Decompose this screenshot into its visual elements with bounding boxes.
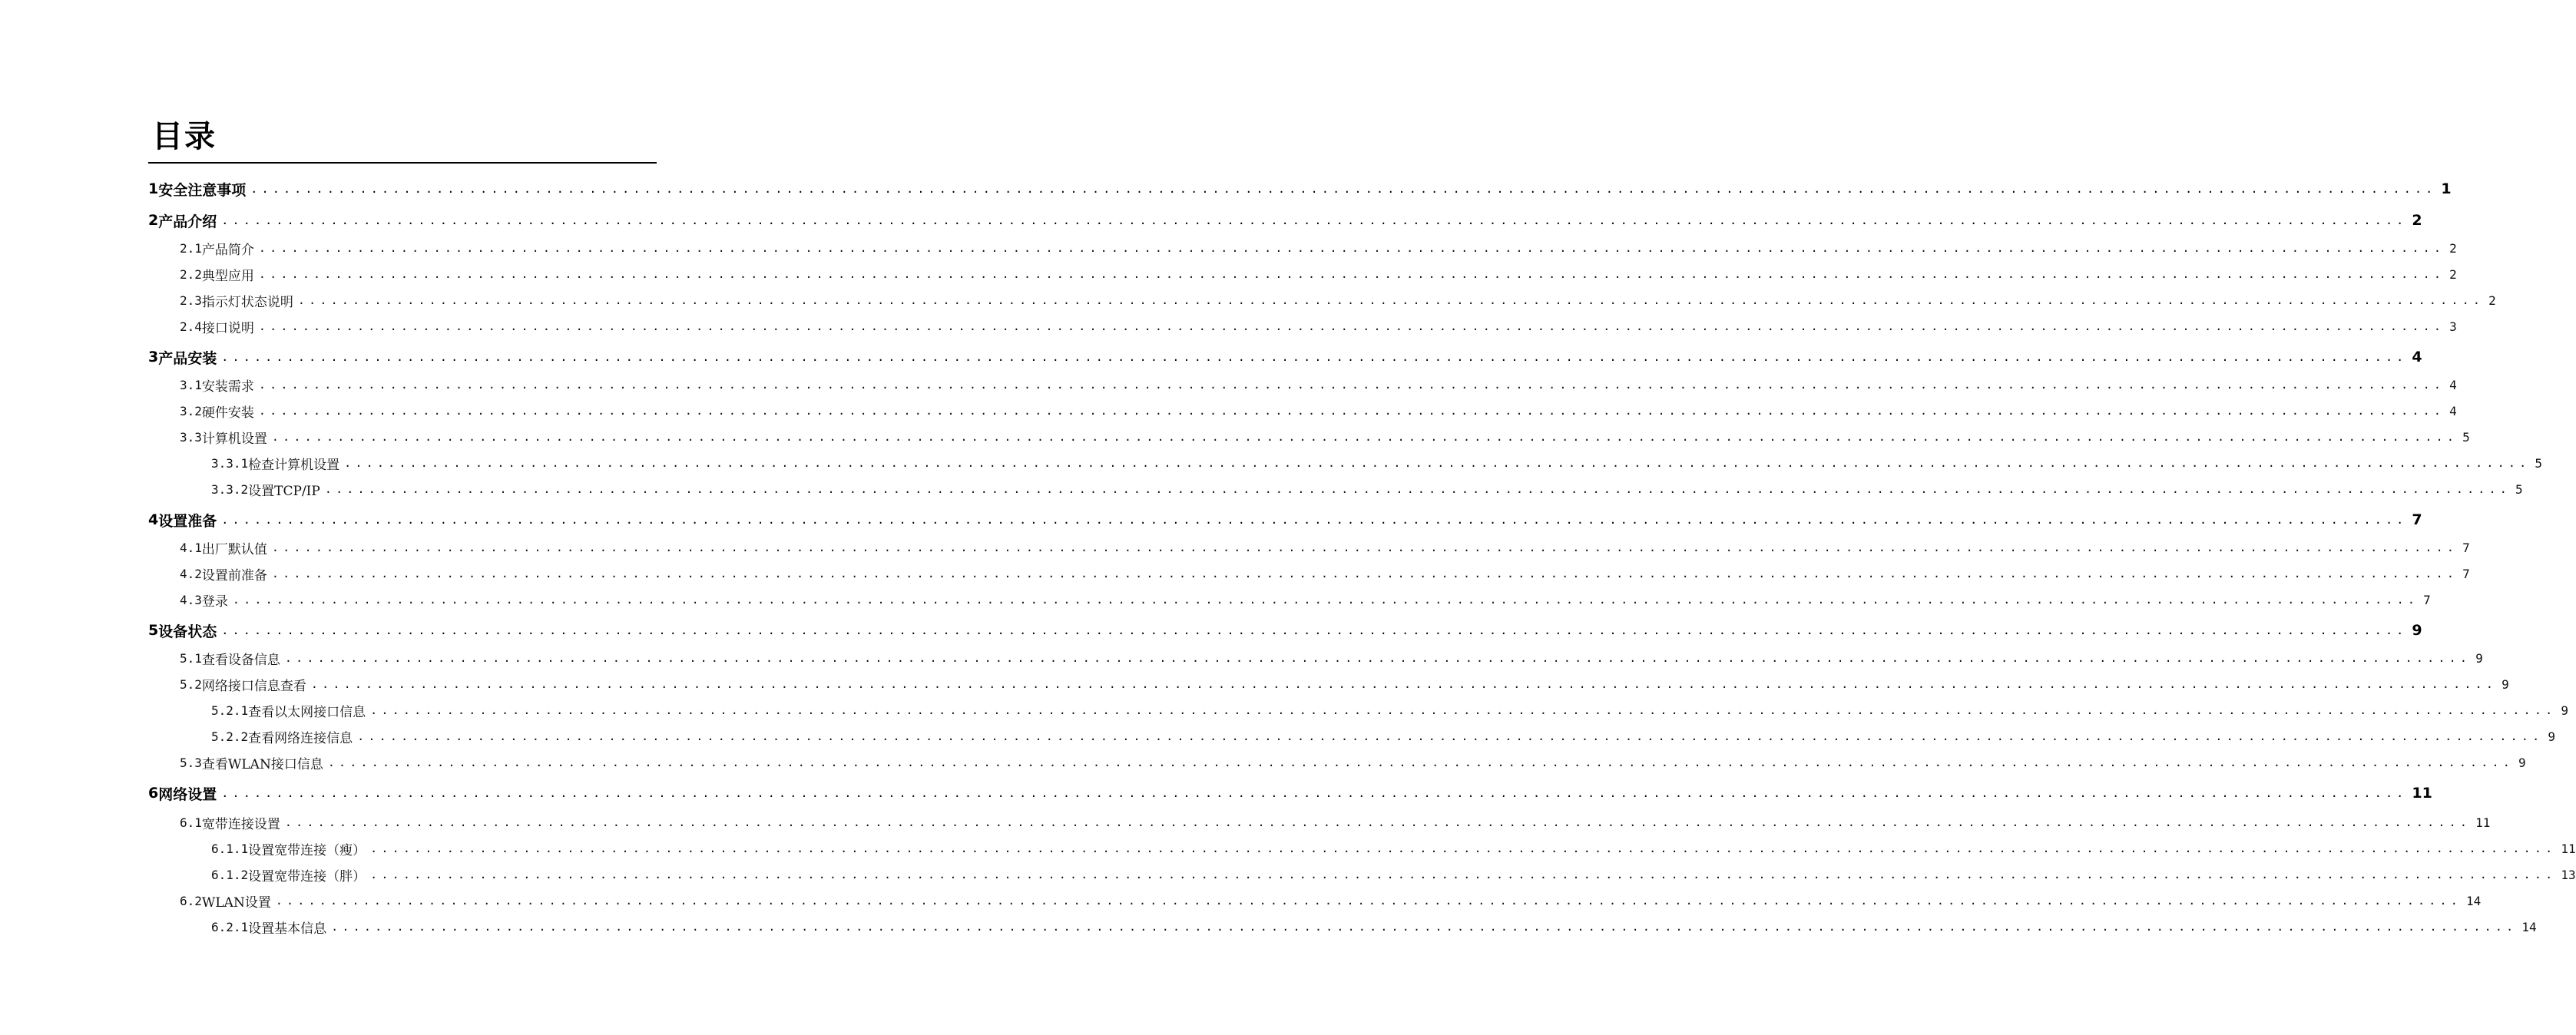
dot-leader: ........................................................................................................................................................................................................ — [258, 267, 2445, 281]
toc-entry-page-number: 5 — [2462, 429, 2470, 445]
toc-entry-page-number: 4 — [2449, 377, 2457, 392]
dot-leader: ........................................................................................................................................................................................................ — [258, 241, 2445, 255]
dot-leader: ........................................................................................................................................................................................................ — [271, 541, 2458, 554]
toc-entry-number: 4 — [148, 511, 159, 528]
toc-entry-level-3[interactable] — [211, 725, 2555, 748]
toc-entry-level-3[interactable] — [211, 699, 2568, 722]
toc-entry-level-2[interactable] — [180, 588, 2431, 611]
toc-entry-number: 4.2 — [180, 566, 202, 581]
toc-entry-number: 4.1 — [180, 540, 202, 555]
toc-entry-level-2[interactable] — [180, 889, 2482, 912]
dot-leader: ........................................................................................................................................................................................................ — [284, 651, 2472, 665]
dot-leader: ........................................................................................................................................................................................................ — [310, 677, 2498, 691]
toc-entry-number: 2.1 — [180, 240, 202, 256]
toc-entry-level-1[interactable] — [148, 508, 2422, 531]
toc-entry-page-number: 4 — [2449, 403, 2457, 418]
dot-leader: ........................................................................................................................................................................................................ — [232, 593, 2419, 607]
toc-entry-page-number: 9 — [2561, 703, 2568, 718]
dot-leader: ........................................................................................................................................................................................................ — [271, 567, 2458, 580]
toc-entry-page-number: 11 — [2561, 841, 2576, 856]
toc-entry-page-number: 2 — [2412, 212, 2422, 229]
toc-entry-level-1[interactable] — [148, 346, 2422, 369]
dot-leader: ........................................................................................................................................................................................................ — [297, 293, 2485, 307]
toc-entry-number: 5 — [148, 622, 159, 639]
dot-leader: ........................................................................................................................................................................................................ — [221, 350, 2408, 364]
toc-entry-level-3[interactable] — [211, 478, 2523, 501]
toc-entry-label: 安装需求 — [201, 379, 254, 395]
dot-leader: ........................................................................................................................................................................................................ — [344, 456, 2531, 470]
toc-entry-page-number: 9 — [2548, 729, 2555, 744]
toc-entry-page-number: 2 — [2449, 240, 2457, 256]
toc-entry-page-number: 9 — [2502, 676, 2509, 692]
toc-entry-label: 接口说明 — [201, 320, 254, 336]
toc-entry-page-number: 14 — [2521, 919, 2537, 934]
dot-leader: ........................................................................................................................................................................................................ — [221, 623, 2408, 637]
toc-entry-label: 检查计算机设置 — [248, 457, 340, 473]
toc-entry-label: 登录 — [201, 594, 228, 610]
toc-entry-number: 5.2.2 — [211, 729, 249, 744]
toc-entry-level-2[interactable] — [180, 236, 2457, 260]
toc-entry-level-2[interactable] — [180, 373, 2457, 396]
toc-entry-level-1[interactable] — [148, 177, 2452, 200]
toc-entry-page-number: 13 — [2561, 867, 2576, 882]
toc-entry-number: 2.3 — [180, 293, 202, 308]
toc-entry-page-number: 5 — [2515, 481, 2523, 497]
toc-entry-number: 6.2 — [180, 893, 202, 908]
toc-entry-page-number: 11 — [2412, 785, 2432, 802]
dot-leader: ........................................................................................................................................................................................................ — [250, 182, 2437, 196]
toc-entry-level-3[interactable] — [211, 837, 2576, 860]
toc-entry-page-number: 7 — [2423, 592, 2431, 607]
toc-entry-page-number: 4 — [2412, 349, 2422, 365]
toc-entry-number: 2.2 — [180, 266, 202, 282]
toc-entry-number: 6.2.1 — [211, 919, 249, 934]
toc-entry-label: 设置宽带连接（瘦） — [248, 842, 366, 858]
dot-leader: ........................................................................................................................................................................................................ — [284, 815, 2472, 829]
toc-entry-label: 查看设备信息 — [201, 652, 280, 668]
toc-entry-label: 网络接口信息查看 — [201, 678, 306, 694]
toc-entry-number: 5.1 — [180, 650, 202, 666]
toc-entry-number: 6.1.2 — [211, 867, 249, 882]
dot-leader: ........................................................................................................................................................................................................ — [258, 319, 2445, 333]
toc-entry-number: 6 — [148, 785, 159, 802]
toc-entry-number: 6.1.1 — [211, 841, 249, 856]
toc-entry-level-2[interactable] — [180, 425, 2470, 448]
dot-leader: ........................................................................................................................................................................................................ — [357, 729, 2544, 743]
toc-entry-label: 指示灯状态说明 — [201, 294, 293, 310]
toc-entry-number: 3.1 — [180, 377, 202, 392]
dot-leader: ........................................................................................................................................................................................................ — [221, 213, 2408, 227]
dot-leader: ........................................................................................................................................................................................................ — [324, 482, 2511, 496]
dot-leader: ........................................................................................................................................................................................................ — [370, 868, 2557, 881]
toc-entry-level-2[interactable] — [180, 751, 2526, 774]
toc-entry-number: 3.3.2 — [211, 481, 249, 497]
page-title: 目录 — [152, 119, 217, 154]
toc-entry-label: 典型应用 — [201, 268, 254, 284]
toc-entry-page-number: 9 — [2412, 622, 2422, 639]
dot-leader: ........................................................................................................................................................................................................ — [271, 430, 2458, 444]
toc-entry-label: 网络设置 — [158, 785, 217, 803]
dot-leader: ........................................................................................................................................................................................................ — [275, 894, 2462, 908]
dot-leader: ........................................................................................................................................................................................................ — [221, 513, 2408, 527]
toc-entry-number: 3.3 — [180, 429, 202, 445]
toc-entry-number: 2.4 — [180, 319, 202, 334]
toc-entry-page-number: 7 — [2412, 511, 2422, 528]
toc-entry-label: 查看WLAN接口信息 — [201, 756, 323, 772]
toc-entry-level-2[interactable] — [180, 399, 2457, 422]
toc-entry-page-number: 7 — [2462, 566, 2470, 581]
toc-entry-label: 产品安装 — [158, 349, 217, 367]
toc-entry-level-2[interactable] — [180, 646, 2483, 670]
toc-entry-level-3[interactable] — [211, 451, 2542, 475]
toc-entry-level-3[interactable] — [211, 863, 2576, 886]
toc-entry-level-3[interactable] — [211, 915, 2537, 938]
toc-entry-page-number: 9 — [2475, 650, 2483, 666]
dot-leader: ........................................................................................................................................................................................................ — [221, 786, 2408, 800]
toc-entry-number: 5.3 — [180, 755, 202, 770]
toc-entry-number: 3.3.1 — [211, 455, 249, 471]
toc-entry-label: 设置宽带连接（胖） — [248, 868, 366, 885]
toc-entry-number: 3 — [148, 349, 159, 365]
toc-entry-label: 产品介绍 — [158, 213, 217, 230]
toc-entry-level-2[interactable] — [180, 289, 2496, 312]
toc-entry-level-2[interactable] — [180, 263, 2457, 286]
toc-entry-label: 产品简介 — [201, 242, 254, 258]
toc-entry-level-2[interactable] — [180, 562, 2470, 585]
toc-entry-label: 设备状态 — [158, 623, 217, 640]
toc-entry-label: 设置准备 — [158, 512, 217, 530]
toc-entry-label: 设置基本信息 — [248, 921, 327, 937]
toc-entry-level-1[interactable] — [148, 619, 2422, 642]
toc-entry-page-number: 5 — [2535, 455, 2542, 471]
dot-leader: ........................................................................................................................................................................................................ — [327, 756, 2514, 769]
title-divider — [148, 162, 657, 164]
toc-entry-number: 5.2 — [180, 676, 202, 692]
toc-entry-level-2[interactable] — [180, 536, 2470, 559]
toc-entry-label: 设置前准备 — [201, 567, 267, 584]
toc-entry-number: 1 — [148, 180, 159, 197]
toc-entry-page-number: 2 — [2449, 266, 2457, 282]
toc-entry-page-number: 3 — [2449, 319, 2457, 334]
toc-entry-label: 查看以太网接口信息 — [248, 704, 366, 720]
toc-entry-number: 4.3 — [180, 592, 202, 607]
toc-entry-level-2[interactable] — [180, 811, 2491, 834]
toc-entry-level-2[interactable] — [180, 673, 2509, 696]
toc-entry-label: 计算机设置 — [201, 431, 267, 447]
toc-entry-number: 3.2 — [180, 403, 202, 418]
dot-leader: ........................................................................................................................................................................................................ — [258, 378, 2445, 392]
toc-entry-page-number: 9 — [2518, 755, 2526, 770]
toc-entry-page-number: 1 — [2441, 180, 2452, 197]
toc-entry-label: 设置TCP/IP — [248, 483, 320, 499]
toc-entry-page-number: 7 — [2462, 540, 2470, 555]
dot-leader: ........................................................................................................................................................................................................ — [370, 703, 2557, 717]
toc-entry-label: 出厂默认值 — [201, 541, 267, 557]
toc-entry-page-number: 14 — [2465, 893, 2482, 908]
toc-entry-number: 5.2.1 — [211, 703, 249, 718]
toc-entry-label: 硬件安装 — [201, 405, 254, 421]
toc-entry-level-2[interactable] — [180, 315, 2457, 338]
dot-leader: ........................................................................................................................................................................................................ — [331, 920, 2518, 934]
toc-entry-label: 宽带连接设置 — [201, 816, 280, 832]
toc-entry-label: WLAN设置 — [201, 894, 271, 911]
toc-entry-level-1[interactable] — [148, 209, 2422, 232]
toc-entry-page-number: 11 — [2475, 815, 2491, 830]
toc-entry-level-1[interactable] — [148, 782, 2432, 805]
dot-leader: ........................................................................................................................................................................................................ — [370, 842, 2557, 855]
dot-leader: ........................................................................................................................................................................................................ — [258, 404, 2445, 418]
toc-entry-number: 2 — [148, 212, 159, 229]
toc-entry-page-number: 2 — [2488, 293, 2496, 308]
toc-entry-label: 查看网络连接信息 — [248, 730, 353, 746]
toc-entry-number: 6.1 — [180, 815, 202, 830]
toc-entry-label: 安全注意事项 — [158, 181, 247, 199]
